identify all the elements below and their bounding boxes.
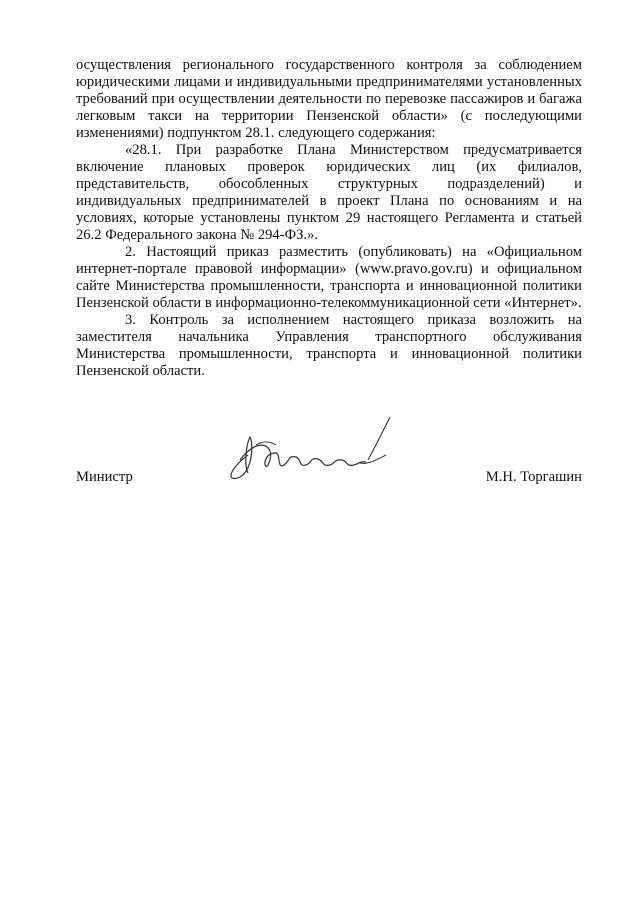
document-body: [76, 57, 582, 380]
signatory-name: М.Н. Торгашин: [485, 469, 582, 485]
paragraph-item-2: 2. Настоящий приказ разместить (опубликовать) на «Официальном интернет-портале правовой информации» (www.pravo.gov.ru) и официальном сайте Министерства промышленности, транспорта и инновационной политики Пензенской области в информационно-телекоммуникационной сети «Интернет».: [76, 244, 582, 311]
signatory-title: Министр: [76, 469, 133, 485]
paragraph-intro-continuation: осуществления регионального государственного контроля за соблюдением юридическими лицами и индивидуальными предпринимателями установленных требований при осуществлении деятельности по перевозке пассажиров и багажа легковым такси на территории Пензенской области» (с последующими изменениями) подпунктом 28.1. следующего содержания:: [76, 57, 582, 141]
paragraph-item-3: 3. Контроль за исполнением настоящего приказа возложить на заместителя начальника Управления транспортного обслуживания Министерства промышленности, транспорта и инновационной политики Пензенской области.: [76, 312, 582, 379]
signature-block: [76, 469, 582, 491]
paragraph-item-28-1: «28.1. При разработке Плана Министерством предусматривается включение плановых проверок юридических лиц (их филиалов, представительств, обособленных структурных подразделений) и индивидуальных предпринимателей в проект Плана по основаниям и на условиях, которые установлены пунктом 29 настоящего Регламента и статьей 26.2 Федерального закона № 294-ФЗ.».: [76, 142, 582, 243]
